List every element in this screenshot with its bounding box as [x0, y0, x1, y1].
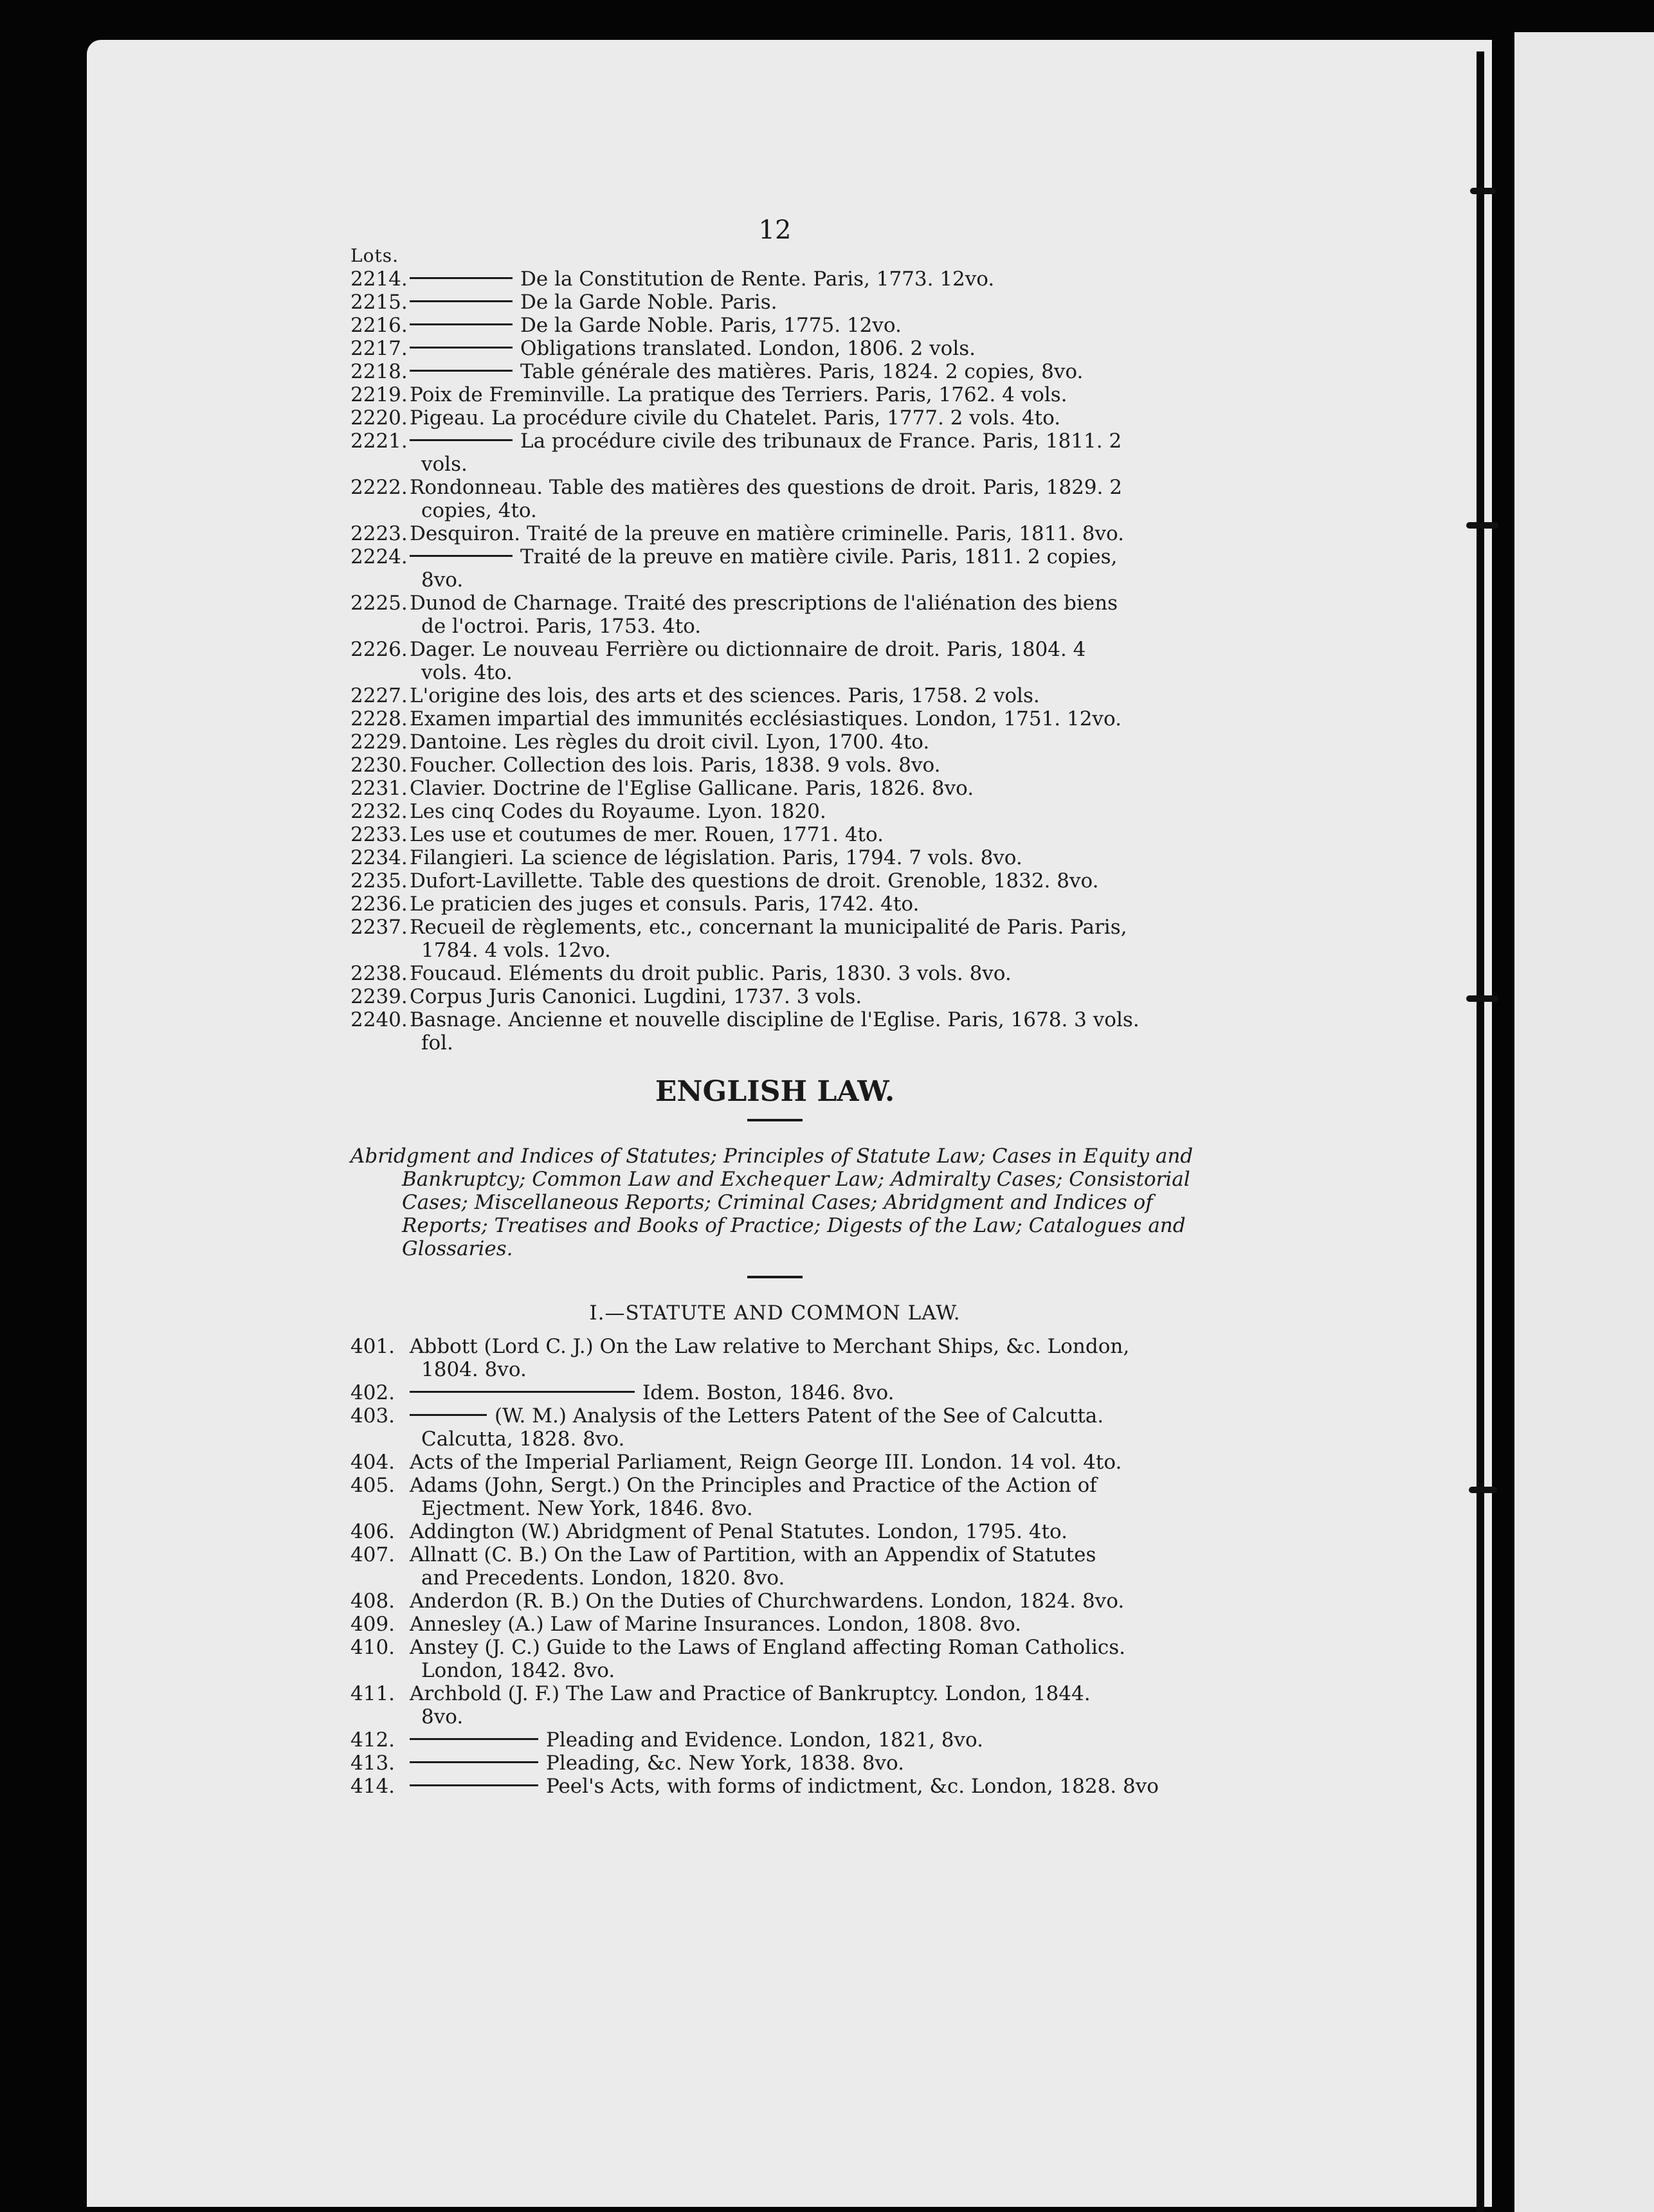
lot-number: 2226. — [350, 638, 408, 661]
entry-continuation: vols. 4to. — [421, 661, 513, 684]
page-content — [350, 215, 1199, 1798]
catalogue-entry — [350, 1728, 1199, 1752]
catalogue-entry — [350, 707, 1199, 730]
entry-continuation: fol. — [421, 1031, 453, 1055]
lot-number: 2240. — [350, 1008, 408, 1031]
entry-text: Allnatt (C. B.) On the Law of Partition, with an Appendix of Statutes — [410, 1543, 1096, 1566]
entry-text: Pigeau. La procédure civile du Chatelet. Paris, 1777. 2 vols. 4to. — [410, 406, 1061, 430]
catalogue-entry — [350, 869, 1199, 893]
section-rule — [747, 1119, 803, 1121]
catalogue-entry — [350, 893, 1199, 916]
lot-number: 402. — [350, 1381, 395, 1404]
entry-continuation: copies, 4to. — [421, 499, 537, 522]
section-title: ENGLISH LAW. — [655, 1075, 895, 1108]
entry-continuation: London, 1842. 8vo. — [421, 1659, 615, 1682]
lot-number: 2215. — [350, 291, 408, 314]
catalogue-entry — [350, 337, 1199, 360]
catalogue-entry — [350, 1590, 1199, 1613]
lot-number: 404. — [350, 1451, 395, 1474]
catalogue-entry — [350, 592, 1199, 638]
catalogue-entry — [350, 754, 1199, 777]
entry-text: Basnage. Ancienne et nouvelle discipline de l'Eglise. Paris, 1678. 3 vols. — [410, 1008, 1140, 1031]
entry-text: (W. M.) Analysis of the Letters Patent of the See of Calcutta. — [495, 1404, 1104, 1428]
entry-text: Les use et coutumes de mer. Rouen, 1771. 4to. — [410, 823, 884, 846]
entry-text: Idem. Boston, 1846. 8vo. — [642, 1381, 895, 1404]
lot-number: 411. — [350, 1682, 395, 1705]
entry-text: De la Constitution de Rente. Paris, 1773. 12vo. — [520, 267, 995, 291]
lot-number: 414. — [350, 1775, 395, 1798]
entry-continuation: Calcutta, 1828. 8vo. — [421, 1428, 625, 1451]
lot-number: 407. — [350, 1543, 395, 1566]
catalogue-entry — [350, 1404, 1199, 1451]
catalogue-entry — [350, 1520, 1199, 1543]
english-law-list — [350, 1335, 1199, 1798]
catalogue-entry — [350, 406, 1199, 430]
entry-text: Addington (W.) Abridgment of Penal Statutes. London, 1795. 4to. — [410, 1520, 1068, 1543]
lot-number: 2237. — [350, 916, 408, 939]
catalogue-entry — [350, 476, 1199, 522]
entry-text: Archbold (J. F.) The Law and Practice of Bankruptcy. London, 1844. — [410, 1682, 1091, 1705]
ditto-dash — [410, 347, 513, 349]
entry-continuation: Ejectment. New York, 1846. 8vo. — [421, 1497, 753, 1520]
entry-text: Anderdon (R. B.) On the Duties of Churchwardens. London, 1824. 8vo. — [410, 1590, 1125, 1613]
catalogue-entry — [350, 267, 1199, 291]
lot-number: 405. — [350, 1474, 395, 1497]
binding-stitch — [1466, 995, 1498, 1002]
entry-text: Annesley (A.) Law of Marine Insurances. London, 1808. 8vo. — [410, 1613, 1021, 1636]
catalogue-entry — [350, 1008, 1199, 1055]
lot-number: 410. — [350, 1636, 395, 1659]
lots-label: Lots. — [350, 245, 399, 266]
lot-number: 2219. — [350, 383, 408, 406]
subsection-title: I.—STATUTE AND COMMON LAW. — [589, 1301, 961, 1325]
binding-spine — [1477, 51, 1484, 2212]
catalogue-entry — [350, 846, 1199, 869]
binding-stitch — [1470, 188, 1496, 194]
lot-number: 2234. — [350, 846, 408, 869]
ditto-dash — [410, 300, 513, 302]
catalogue-entry — [350, 430, 1199, 476]
lot-number: 2233. — [350, 823, 408, 846]
lot-number: 2217. — [350, 337, 408, 360]
entry-continuation: 8vo. — [421, 1705, 464, 1728]
catalogue-entry — [350, 800, 1199, 823]
entry-text: Abbott (Lord C. J.) On the Law relative to Merchant Ships, &c. London, — [410, 1335, 1130, 1358]
catalogue-entry — [350, 1543, 1199, 1590]
lot-number: 2229. — [350, 730, 408, 754]
ditto-dash — [410, 277, 513, 279]
lot-number: 2235. — [350, 869, 408, 893]
entry-text: Table générale des matières. Paris, 1824. 2 copies, 8vo. — [520, 360, 1084, 383]
lot-number: 2239. — [350, 985, 408, 1008]
lot-number: 403. — [350, 1404, 395, 1428]
lot-number: 2238. — [350, 962, 408, 985]
entry-continuation: vols. — [421, 453, 468, 476]
subsection-rule — [747, 1276, 803, 1278]
catalogue-entry — [350, 823, 1199, 846]
lot-number: 2227. — [350, 684, 408, 707]
entry-text: Corpus Juris Canonici. Lugdini, 1737. 3 vols. — [410, 985, 862, 1008]
lot-number: 2218. — [350, 360, 408, 383]
catalogue-entry — [350, 314, 1199, 337]
ditto-dash — [410, 1414, 487, 1416]
entry-text: Filangieri. La science de législation. Paris, 1794. 7 vols. 8vo. — [410, 846, 1022, 869]
lot-number: 401. — [350, 1335, 395, 1358]
entry-text: Pleading and Evidence. London, 1821, 8vo. — [546, 1728, 984, 1752]
lot-number: 2222. — [350, 476, 408, 499]
catalogue-entry — [350, 1752, 1199, 1775]
entry-continuation: 8vo. — [421, 568, 464, 592]
entry-continuation: de l'octroi. Paris, 1753. 4to. — [421, 615, 702, 638]
lot-number: 2232. — [350, 800, 408, 823]
entry-text: Dantoine. Les règles du droit civil. Lyon, 1700. 4to. — [410, 730, 930, 754]
lot-number: 2221. — [350, 430, 408, 453]
lot-number: 413. — [350, 1752, 395, 1775]
entry-continuation: 1804. 8vo. — [421, 1358, 527, 1381]
catalogue-entry — [350, 638, 1199, 684]
page-number: 12 — [758, 215, 792, 245]
catalogue-entry — [350, 985, 1199, 1008]
ditto-dash — [410, 370, 513, 372]
entry-text: Le praticien des juges et consuls. Paris, 1742. 4to. — [410, 893, 920, 916]
entry-text: Examen impartial des immunités ecclésiastiques. London, 1751. 12vo. — [410, 707, 1122, 730]
entry-text: Pleading, &c. New York, 1838. 8vo. — [546, 1752, 904, 1775]
entry-text: Acts of the Imperial Parliament, Reign George III. London. 14 vol. 4to. — [410, 1451, 1122, 1474]
lot-number: 2230. — [350, 754, 408, 777]
entry-text: Poix de Freminville. La pratique des Terriers. Paris, 1762. 4 vols. — [410, 383, 1068, 406]
entry-text: Foucher. Collection des lois. Paris, 1838. 9 vols. 8vo. — [410, 754, 941, 777]
entry-text: La procédure civile des tribunaux de France. Paris, 1811. 2 — [520, 430, 1122, 453]
catalogue-entry — [350, 916, 1199, 962]
entry-text: Adams (John, Sergt.) On the Principles and Practice of the Action of — [410, 1474, 1097, 1497]
ditto-dash — [410, 1738, 538, 1740]
entry-text: De la Garde Noble. Paris, 1775. 12vo. — [520, 314, 902, 337]
ditto-dash — [410, 1761, 538, 1763]
catalogue-entry — [350, 1775, 1199, 1798]
lot-number: 2220. — [350, 406, 408, 430]
entry-text: Traité de la preuve en matière civile. Paris, 1811. 2 copies, — [520, 545, 1118, 568]
section-contents: Abridgment and Indices of Statutes; Principles of Statute Law; Cases in Equity and Bankruptcy; Common Law and Exchequer Law; Admiralty Cases; Consistorial Cases; Miscellaneous Reports; Criminal Cases; Abridgment and Indices of Reports; Treatises and Books of Practice; Digests of the Law; Catalogues and Glossaries. — [350, 1145, 1194, 1260]
entry-text: Obligations translated. London, 1806. 2 vols. — [520, 337, 976, 360]
catalogue-entry — [350, 383, 1199, 406]
entry-text: Dager. Le nouveau Ferrière ou dictionnaire de droit. Paris, 1804. 4 — [410, 638, 1086, 661]
catalogue-entry — [350, 1451, 1199, 1474]
entry-text: Les cinq Codes du Royaume. Lyon. 1820. — [410, 800, 826, 823]
catalogue-entry — [350, 1613, 1199, 1636]
entry-text: Foucaud. Eléments du droit public. Paris, 1830. 3 vols. 8vo. — [410, 962, 1012, 985]
entry-text: Clavier. Doctrine de l'Eglise Gallicane. Paris, 1826. 8vo. — [410, 777, 974, 800]
catalogue-entry — [350, 1474, 1199, 1520]
lot-number: 2223. — [350, 522, 408, 545]
lot-number: 2216. — [350, 314, 408, 337]
lot-number: 2236. — [350, 893, 408, 916]
lot-number: 406. — [350, 1520, 395, 1543]
entry-text: Dunod de Charnage. Traité des prescriptions de l'aliénation des biens — [410, 592, 1118, 615]
ditto-dash — [410, 323, 513, 325]
lot-number: 2228. — [350, 707, 408, 730]
entry-text: Peel's Acts, with forms of indictment, &c. London, 1828. 8vo — [546, 1775, 1159, 1798]
entry-text: L'origine des lois, des arts et des sciences. Paris, 1758. 2 vols. — [410, 684, 1040, 707]
entry-text: De la Garde Noble. Paris. — [520, 291, 777, 314]
entry-continuation: 1784. 4 vols. 12vo. — [421, 939, 611, 962]
catalogue-entry — [350, 545, 1199, 592]
lot-number: 2224. — [350, 545, 408, 568]
ditto-dash — [410, 439, 513, 441]
entry-continuation: and Precedents. London, 1820. 8vo. — [421, 1566, 785, 1590]
catalogue-entry — [350, 730, 1199, 754]
entry-text: Rondonneau. Table des matières des questions de droit. Paris, 1829. 2 — [410, 476, 1122, 499]
catalogue-entry — [350, 777, 1199, 800]
lot-number: 412. — [350, 1728, 395, 1752]
lot-number: 2231. — [350, 777, 408, 800]
ditto-dash — [410, 1784, 538, 1786]
catalogue-entry — [350, 522, 1199, 545]
catalogue-entry — [350, 1381, 1199, 1404]
entry-text: Desquiron. Traité de la preuve en matière criminelle. Paris, 1811. 8vo. — [410, 522, 1125, 545]
entry-text: Anstey (J. C.) Guide to the Laws of England affecting Roman Catholics. — [410, 1636, 1126, 1659]
catalogue-entry — [350, 684, 1199, 707]
catalogue-entry — [350, 962, 1199, 985]
catalogue-entry — [350, 1682, 1199, 1728]
binding-stitch — [1466, 522, 1498, 529]
lot-number: 2225. — [350, 592, 408, 615]
lot-number: 408. — [350, 1590, 395, 1613]
entry-text: Recueil de règlements, etc., concernant la municipalité de Paris. Paris, — [410, 916, 1127, 939]
catalogue-entry — [350, 360, 1199, 383]
catalogue-entry — [350, 1335, 1199, 1381]
ditto-dash — [410, 555, 513, 557]
catalogue-entry — [350, 291, 1199, 314]
lot-number: 409. — [350, 1613, 395, 1636]
catalogue-entry — [350, 1636, 1199, 1682]
ditto-dash — [410, 1391, 635, 1393]
entry-text: Dufort-Lavillette. Table des questions de droit. Grenoble, 1832. 8vo. — [410, 869, 1099, 893]
lot-number: 2214. — [350, 267, 408, 291]
french-law-list — [350, 267, 1199, 1055]
facing-page-edge — [1514, 32, 1654, 2212]
binding-stitch — [1469, 1487, 1497, 1493]
